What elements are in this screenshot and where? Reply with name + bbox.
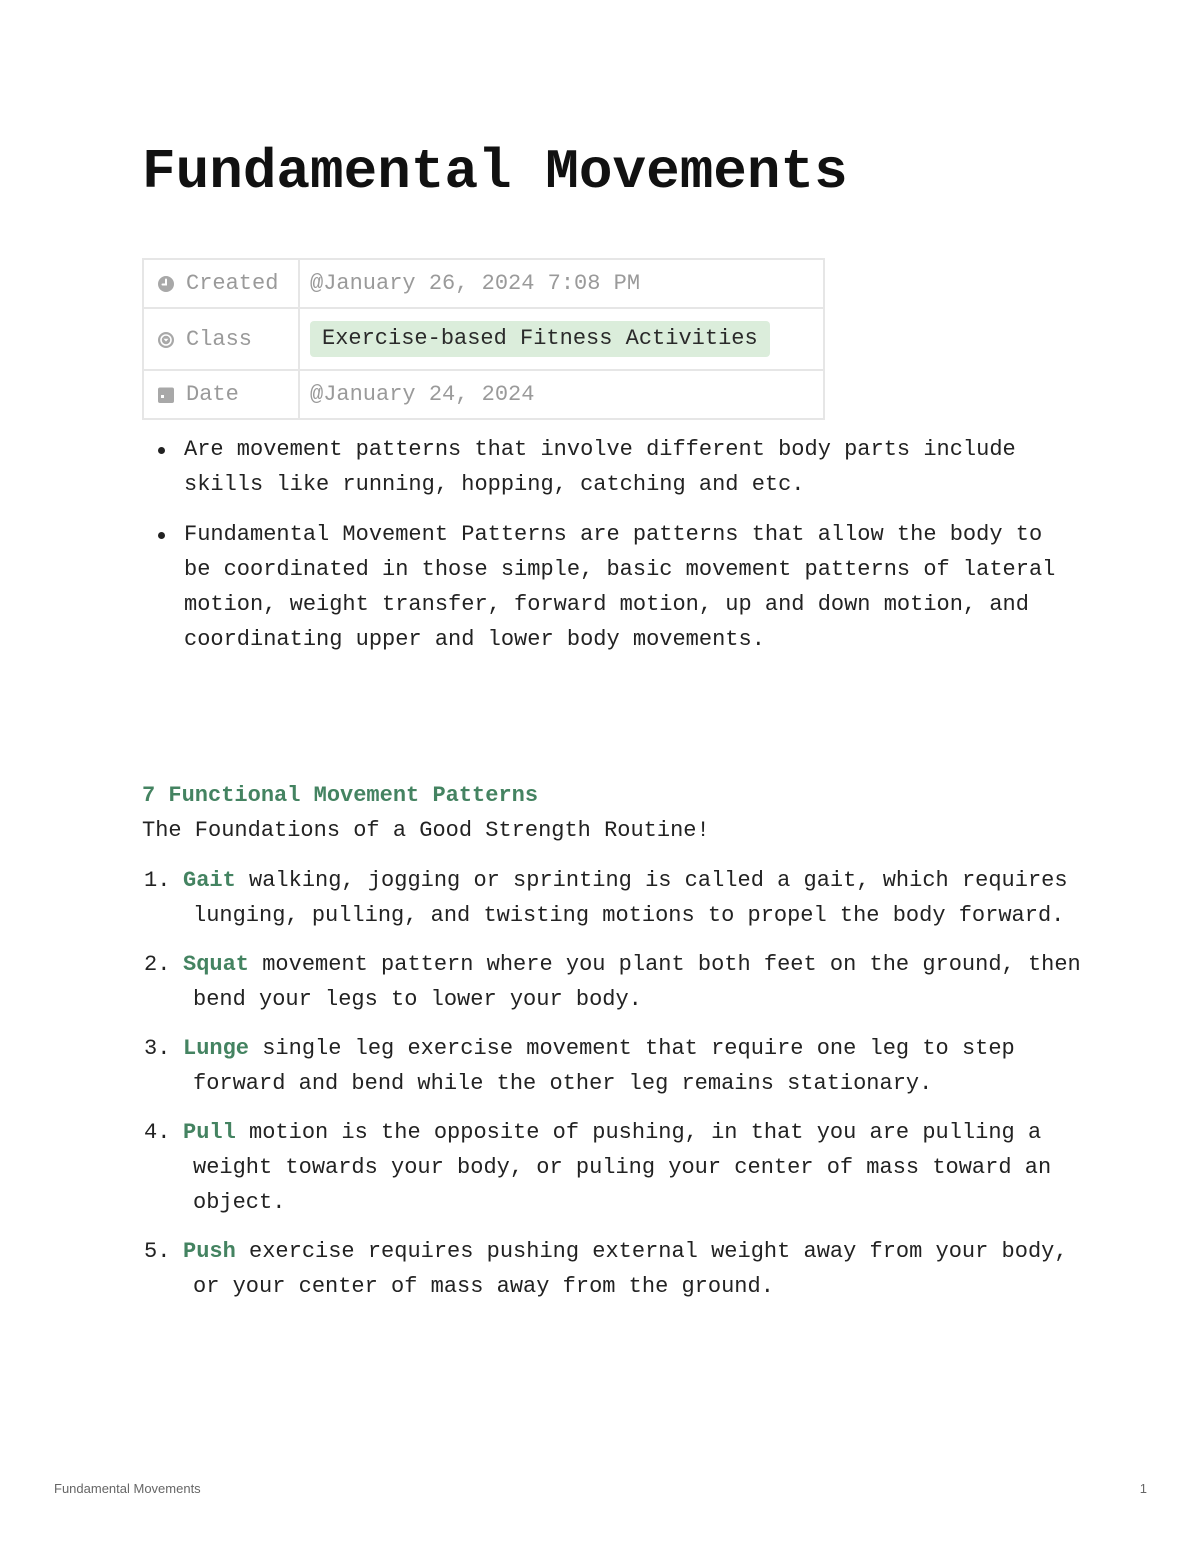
term-squat: Squat: [183, 952, 250, 977]
item-first-line: motion is the opposite of pushing, in that you are: [235, 1120, 910, 1145]
section-heading: 7 Functional Movement Patterns: [142, 783, 539, 808]
list-number: 3.: [144, 1036, 171, 1061]
item-first-line: exercise requires pushing external weight away from your: [235, 1239, 989, 1264]
property-row-created: [143, 259, 824, 308]
select-icon: [157, 331, 175, 349]
term-gait: Gait: [183, 868, 236, 893]
item-text: step forward and bend while the other leg remains stationary.: [193, 1036, 1015, 1096]
list-number: 5.: [144, 1239, 171, 1264]
footer-page-number: 1: [1139, 1481, 1147, 1496]
list-item: [142, 1031, 1082, 1101]
property-key-cell: [143, 308, 299, 370]
movement-list: [142, 863, 1082, 1318]
footer-doc-name: Fundamental Movements: [54, 1481, 201, 1496]
bullet-item: Fundamental Movement Patterns are patterns that allow the body to be coordinated in those simple, basic movement patterns of lateral motion, weight transfer, forward motion, up and down motion, and coordinating upper and lower body movements.: [156, 517, 1056, 657]
property-value-created[interactable]: @January 26, 2024 7:08 PM: [299, 259, 824, 308]
section-subtitle: The Foundations of a Good Strength Routine!: [142, 818, 710, 843]
property-key-cell: [143, 370, 299, 419]
item-text: pulling a weight towards your body, or puling your center of mass toward an object.: [193, 1120, 1052, 1215]
page-title: Fundamental Movements: [142, 140, 848, 204]
item-first-line: single leg exercise movement that require one leg to: [249, 1036, 949, 1061]
bullet-item: Are movement patterns that involve different body parts include skills like running, hopping, catching and etc.: [156, 432, 1056, 502]
class-tag[interactable]: Exercise-based Fitness Activities: [310, 321, 770, 357]
list-number: 2.: [144, 952, 171, 977]
property-key-class: Class: [186, 326, 253, 352]
list-item: [142, 1115, 1082, 1220]
term-lunge: Lunge: [183, 1036, 250, 1061]
list-item: [142, 947, 1082, 1017]
properties-table: [142, 258, 825, 420]
bullet-list: [156, 432, 1056, 672]
property-value-date[interactable]: @January 24, 2024: [299, 370, 824, 419]
list-number: 1.: [144, 868, 171, 893]
item-text: body, or your center of mass away from the ground.: [193, 1239, 1068, 1299]
item-first-line: walking, jogging or sprinting is called a gait, which: [235, 868, 949, 893]
property-row-date: [143, 370, 824, 419]
clock-icon: [157, 275, 175, 293]
list-item: [142, 1234, 1082, 1304]
item-text: ground, then bend your legs to lower your body.: [193, 952, 1081, 1012]
list-number: 4.: [144, 1120, 171, 1145]
property-key-cell: [143, 259, 299, 308]
property-key-created: Created: [186, 271, 279, 296]
property-row-class: [143, 308, 824, 370]
list-item: [142, 863, 1082, 933]
term-pull: Pull: [183, 1120, 236, 1145]
property-key-date: Date: [186, 382, 239, 407]
term-push: Push: [183, 1239, 236, 1264]
item-first-line: movement pattern where you plant both feet on the: [249, 952, 910, 977]
property-value-class[interactable]: [299, 308, 824, 370]
calendar-icon: [157, 386, 175, 404]
item-text: requires lunging, pulling, and twisting motions to propel the body forward.: [193, 868, 1068, 928]
